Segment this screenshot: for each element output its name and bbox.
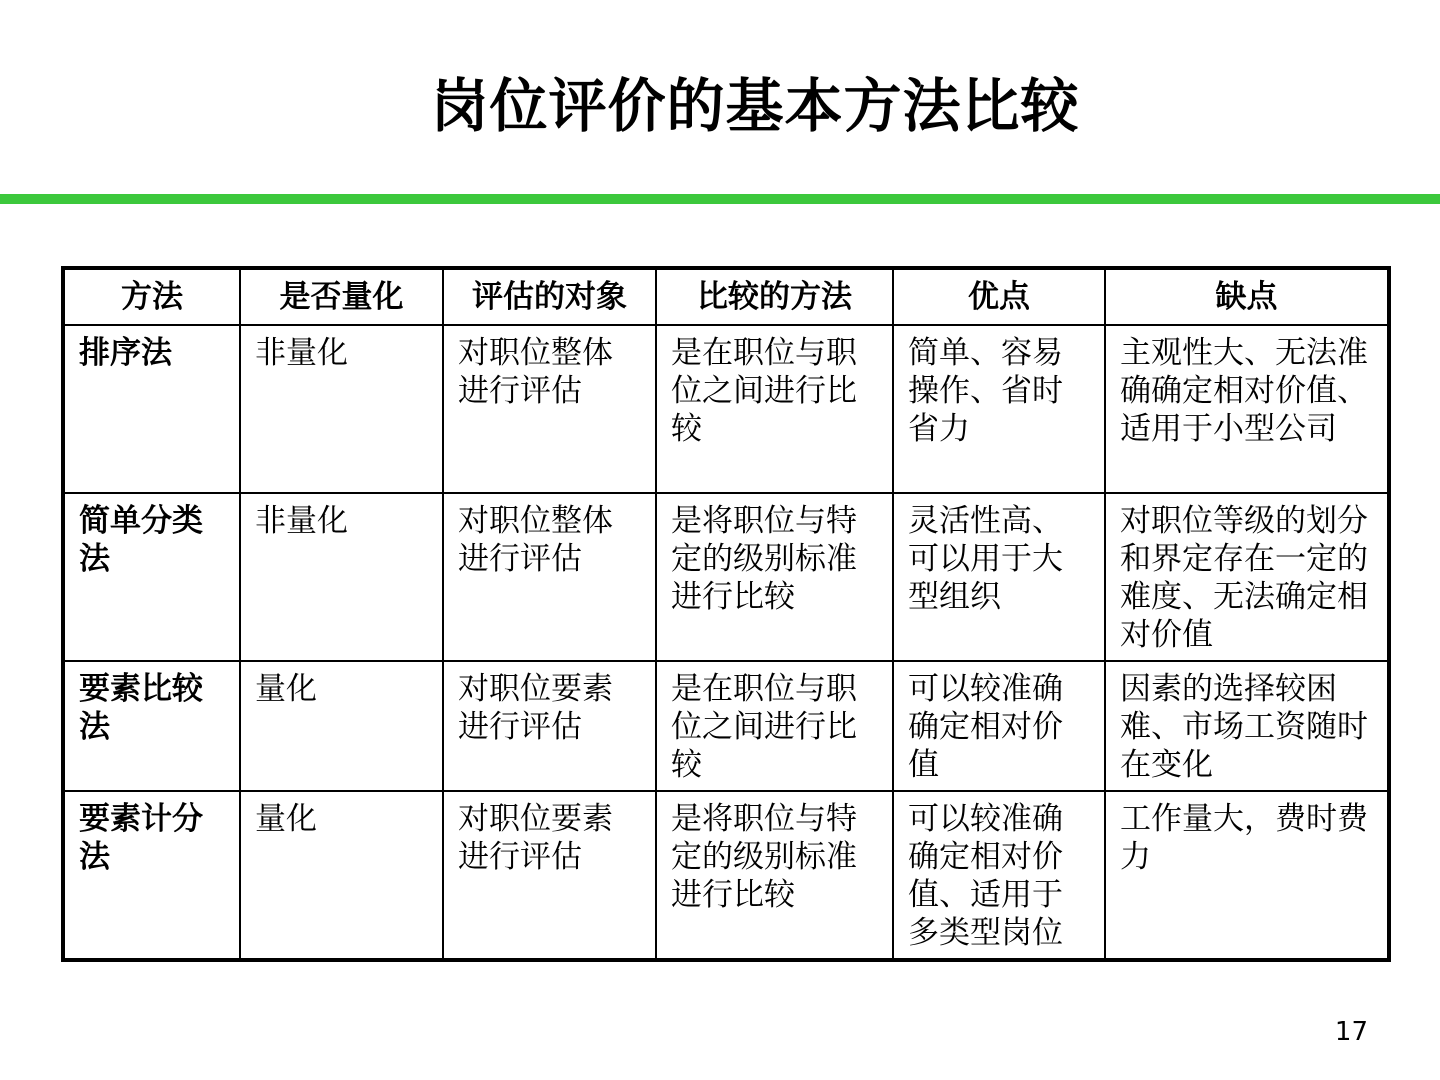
cell-disadvantages: 主观性大、无法准确确定相对价值、适用于小型公司 <box>1105 325 1389 493</box>
cell-quantified: 非量化 <box>240 325 443 493</box>
cell-object: 对职位要素进行评估 <box>443 661 656 791</box>
page-number: 17 <box>1334 1017 1368 1047</box>
cell-object: 对职位整体进行评估 <box>443 325 656 493</box>
cell-advantages: 灵活性高、可以用于大型组织 <box>893 493 1105 661</box>
cell-disadvantages: 因素的选择较困难、市场工资随时在变化 <box>1105 661 1389 791</box>
cell-quantified: 量化 <box>240 791 443 960</box>
cell-quantified: 量化 <box>240 661 443 791</box>
cell-quantified: 非量化 <box>240 493 443 661</box>
cell-advantages: 可以较准确确定相对价值 <box>893 661 1105 791</box>
cell-comparison: 是在职位与职位之间进行比较 <box>656 661 893 791</box>
comparison-table-container <box>61 266 1391 962</box>
header-quantified: 是否量化 <box>240 268 443 325</box>
header-disadvantages: 缺点 <box>1105 268 1389 325</box>
cell-comparison: 是将职位与特定的级别标准进行比较 <box>656 791 893 960</box>
cell-disadvantages: 工作量大，费时费力 <box>1105 791 1389 960</box>
table-header-row <box>63 268 1389 325</box>
cell-object: 对职位整体进行评估 <box>443 493 656 661</box>
title-divider <box>0 194 1440 204</box>
cell-comparison: 是在职位与职位之间进行比较 <box>656 325 893 493</box>
cell-advantages: 简单、容易操作、省时省力 <box>893 325 1105 493</box>
comparison-table <box>61 266 1391 962</box>
cell-method: 要素比较法 <box>63 661 240 791</box>
page-title: 岗位评价的基本方法比较 <box>430 72 1080 140</box>
table-row <box>63 791 1389 960</box>
header-object: 评估的对象 <box>443 268 656 325</box>
table-row <box>63 661 1389 791</box>
cell-method: 排序法 <box>63 325 240 493</box>
table-row <box>63 493 1389 661</box>
table-row <box>63 325 1389 493</box>
cell-method: 简单分类法 <box>63 493 240 661</box>
header-comparison: 比较的方法 <box>656 268 893 325</box>
cell-method: 要素计分法 <box>63 791 240 960</box>
cell-disadvantages: 对职位等级的划分和界定存在一定的难度、无法确定相对价值 <box>1105 493 1389 661</box>
header-method: 方法 <box>63 268 240 325</box>
cell-comparison: 是将职位与特定的级别标准进行比较 <box>656 493 893 661</box>
header-advantages: 优点 <box>893 268 1105 325</box>
cell-object: 对职位要素进行评估 <box>443 791 656 960</box>
cell-advantages: 可以较准确确定相对价值、适用于多类型岗位 <box>893 791 1105 960</box>
